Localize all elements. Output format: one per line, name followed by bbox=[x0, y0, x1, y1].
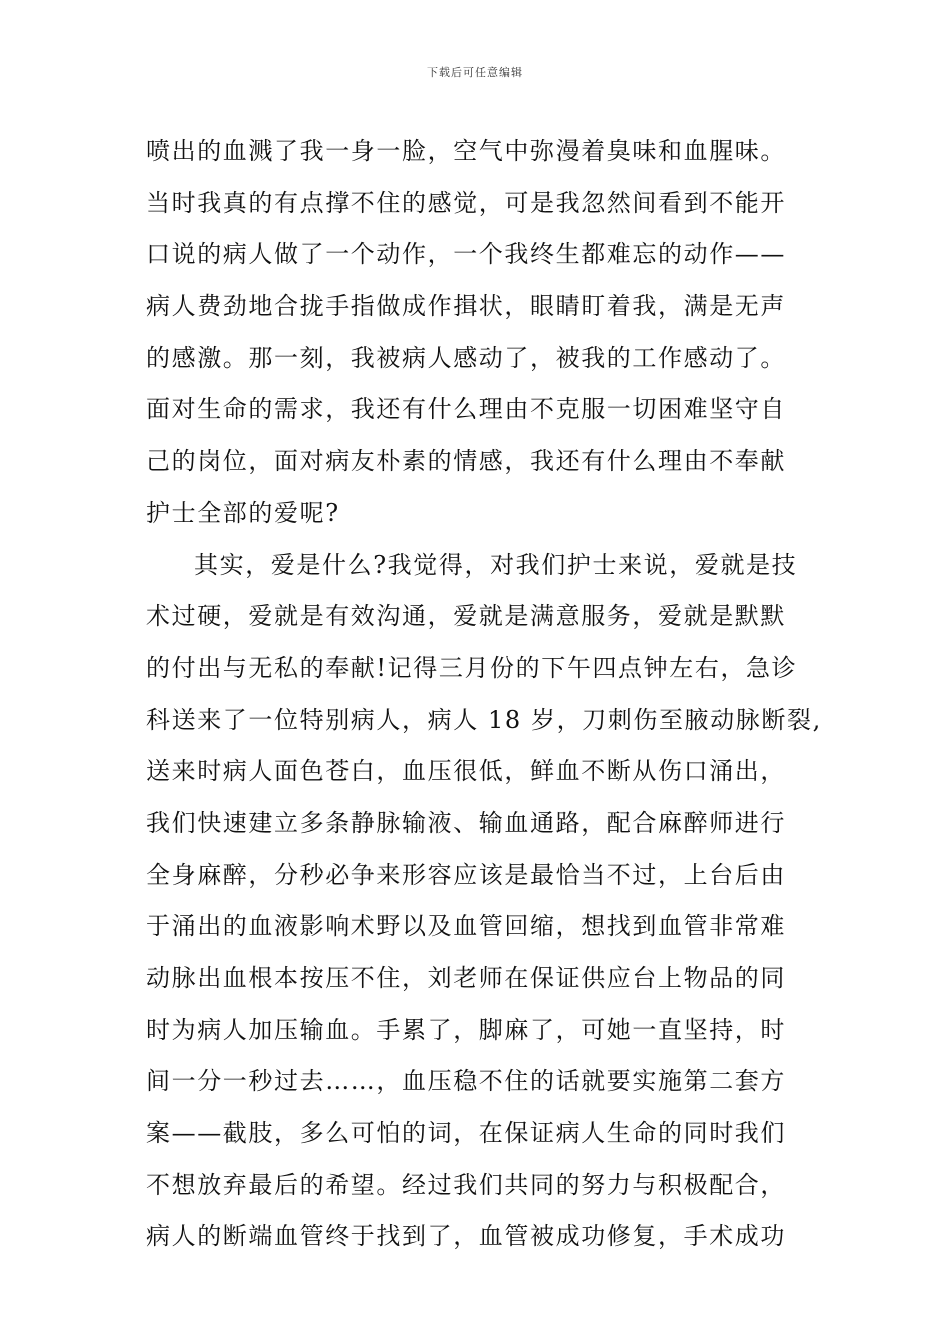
text-line: 的付出与无私的奉献!记得三月份的下午四点钟左右，急诊 bbox=[146, 653, 798, 682]
text-line: 送来时病人面色苍白，血压很低，鲜血不断从伤口涌出， bbox=[146, 757, 786, 786]
text-line: 术过硬，爱就是有效沟通，爱就是满意服务，爱就是默默 bbox=[146, 602, 786, 631]
text-line: 病人费劲地合拢手指做成作揖状，眼睛盯着我，满是无声 bbox=[146, 292, 786, 321]
text-line: 间一分一秒过去……，血压稳不住的话就要实施第二套方 bbox=[146, 1067, 786, 1096]
text-line: 己的岗位，面对病友朴素的情感，我还有什么理由不奉献 bbox=[146, 447, 786, 476]
text-line: 时为病人加压输血。手累了，脚麻了，可她一直坚持，时 bbox=[146, 1015, 786, 1044]
body-text bbox=[146, 126, 822, 1263]
text-line: 不想放弃最后的希望。经过我们共同的努力与积极配合， bbox=[146, 1170, 786, 1199]
text-line: 于涌出的血液影响术野以及血管回缩，想找到血管非常难 bbox=[146, 912, 786, 941]
text-line: 全身麻醉，分秒必争来形容应该是最恰当不过，上台后由 bbox=[146, 860, 786, 889]
text-line: 科送来了一位特别病人，病人 18 岁，刀刺伤至腋动脉断裂, bbox=[146, 705, 822, 734]
text-line: 喷出的血溅了我一身一脸，空气中弥漫着臭味和血腥味。 bbox=[146, 137, 786, 165]
text-line: 的感激。那一刻，我被病人感动了，被我的工作感动了。 bbox=[146, 343, 786, 372]
text-line: 我们快速建立多条静脉输液、输血通路，配合麻醉师进行 bbox=[146, 808, 786, 837]
text-line: 面对生命的需求，我还有什么理由不克服一切困难坚守自 bbox=[146, 395, 786, 424]
page-header: 下载后可任意编辑 bbox=[427, 66, 523, 79]
paragraph-first-line: 其实，爱是什么?我觉得，对我们护士来说，爱就是技 bbox=[194, 550, 798, 579]
text-line: 动脉出血根本按压不住，刘老师在保证供应台上物品的同 bbox=[146, 964, 786, 992]
text-line: 案——截肢，多么可怕的词，在保证病人生命的同时我们 bbox=[146, 1119, 786, 1148]
text-line: 当时我真的有点撑不住的感觉，可是我忽然间看到不能开 bbox=[146, 188, 786, 217]
text-line: 护士全部的爱呢? bbox=[146, 498, 340, 527]
text-line: 病人的断端血管终于找到了，血管被成功修复，手术成功 bbox=[146, 1222, 786, 1251]
text-line: 口说的病人做了一个动作，一个我终生都难忘的动作—— bbox=[146, 240, 786, 269]
